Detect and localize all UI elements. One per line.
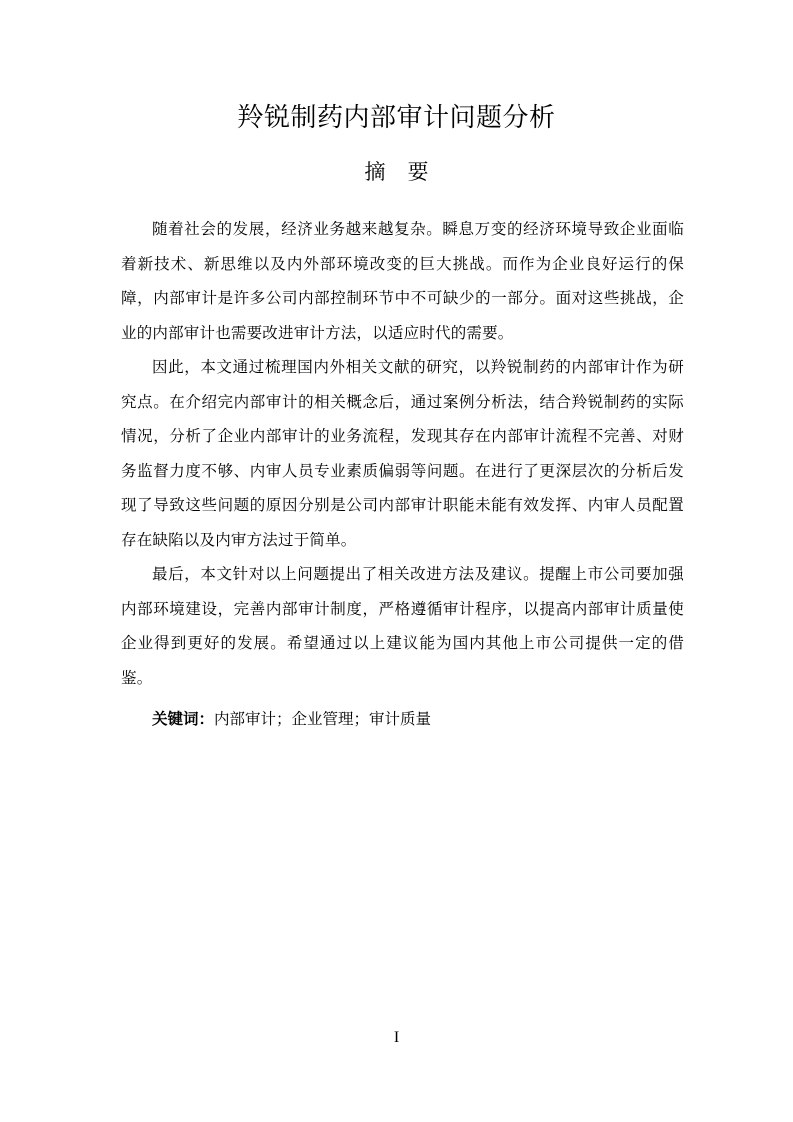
document-title: 羚锐制药内部审计问题分析 — [237, 103, 556, 133]
abstract-paragraph: 随着社会的发展，经济业务越来越复杂。瞬息万变的经济环境导致企业面临着新技术、新思维以及内外部环境改变的巨大挑战。而作为企业良好运行的保障，内部审计是许多公司内部控制环节中不可缺少的一部分。面对这些挑战，企业的内部审计也需要改进审计方法，以适应时代的需要。 — [121, 220, 684, 342]
page-number: I — [393, 1029, 400, 1046]
abstract-paragraph: 最后，本文针对以上问题提出了相关改进方法及建议。提醒上市公司要加强内部环境建设，完善内部审计制度，严格遵循审计程序，以提高内部审计质量使企业得到更好的发展。希望通过以上建议能为国内其他上市公司提供一定的借鉴。 — [121, 565, 684, 687]
keywords-label: 关键词： — [152, 710, 215, 728]
abstract-body — [121, 212, 684, 695]
keywords-text: 内部审计；企业管理；审计质量 — [214, 710, 432, 728]
keywords-line — [152, 703, 431, 735]
abstract-heading: 摘要 — [364, 160, 451, 184]
abstract-paragraph: 因此，本文通过梳理国内外相关文献的研究，以羚锐制药的内部审计作为研究点。在介绍完内部审计的相关概念后，通过案例分析法，结合羚锐制药的实际情况，分析了企业内部审计的业务流程，发现其存在内部审计流程不完善、对财务监督力度不够、内审人员专业素质偏弱等问题。在进行了更深层次的分析后发现了导致这些问题的原因分别是公司内部审计职能未能有效发挥、内审人员配置存在缺陷以及内审方法过于简单。 — [121, 358, 684, 549]
